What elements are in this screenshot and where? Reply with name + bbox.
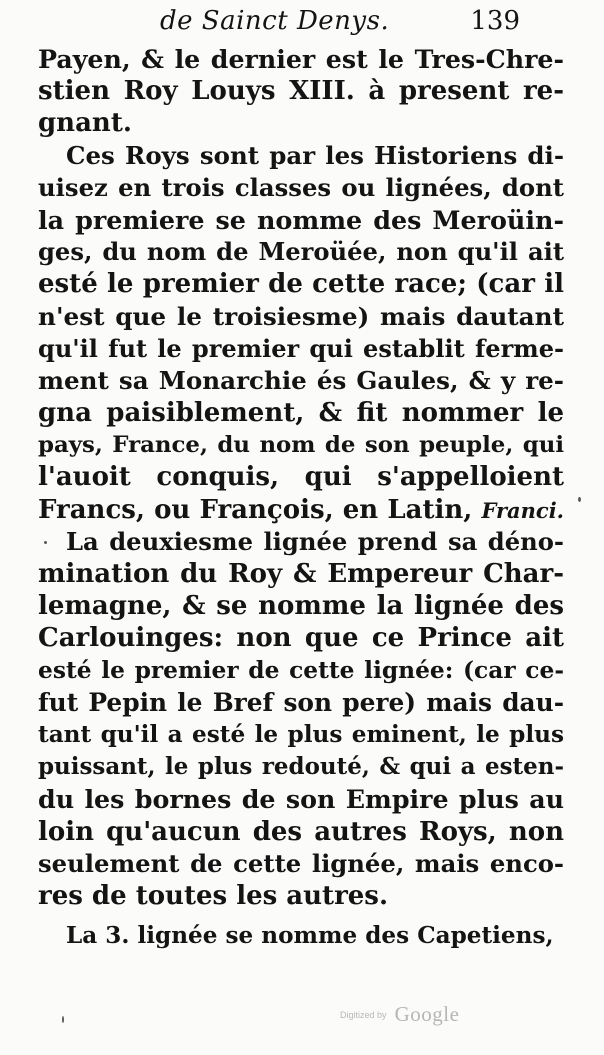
text-line: La 3. lignée se nomme des Capetiens, bbox=[66, 922, 554, 950]
google-logo: Google bbox=[394, 1002, 460, 1026]
text-line: loin qu'aucun des autres Roys, non bbox=[38, 816, 564, 847]
text-line: fut Pepin le Bref son pere) mais dau- bbox=[38, 687, 564, 717]
text-line: uisez en trois classes ou lignées, dont bbox=[38, 172, 564, 202]
text-line: ment sa Monarchie és Gaules, & y re- bbox=[38, 365, 564, 395]
text-line: esté le premier de cette race; (car il bbox=[38, 269, 564, 300]
text-line: mination du Roy & Empereur Char- bbox=[38, 559, 564, 589]
text-line: stien Roy Louys XIII. à present re- bbox=[38, 76, 564, 107]
text-line: Carlouinges: non que ce Prince ait bbox=[38, 623, 564, 654]
body-text bbox=[38, 43, 564, 952]
text-line: pays, France, du nom de son peuple, qui bbox=[38, 432, 564, 459]
text-line: l'auoit conquis, qui s'appelloient bbox=[38, 462, 564, 493]
text-line-with-latin bbox=[38, 494, 564, 526]
text-line: tant qu'il a esté le plus eminent, le plus bbox=[38, 720, 564, 748]
text-line-content: Francs, ou François, en Latin, bbox=[38, 494, 473, 525]
running-title: de Sainct Denys. bbox=[160, 6, 390, 36]
watermark-prefix: Digitized by bbox=[340, 1009, 387, 1020]
text-line: du les bornes de son Empire plus au bbox=[38, 784, 564, 815]
text-line: gna paisiblement, & fit nommer le bbox=[38, 398, 564, 429]
text-line: Payen, & le dernier est le Tres-Chre- bbox=[38, 44, 564, 74]
ink-speck bbox=[62, 1016, 64, 1023]
text-line: n'est que le troisiesme) mais dautant bbox=[38, 301, 564, 331]
latin-word: Franci. bbox=[481, 497, 564, 523]
text-line: qu'il fut le premier qui establit ferme- bbox=[38, 333, 564, 363]
ink-speck bbox=[44, 541, 47, 544]
text-line: Ces Roys sont par les Historiens di- bbox=[66, 140, 564, 170]
text-line: esté le premier de cette lignée: (car ce- bbox=[38, 656, 564, 684]
text-line: la premiere se nomme des Meroüin- bbox=[38, 204, 564, 235]
text-line: ges, du nom de Meroüée, non qu'il ait bbox=[38, 237, 564, 267]
running-head bbox=[160, 6, 520, 40]
text-line: La deuxiesme lignée prend sa déno- bbox=[66, 526, 564, 556]
text-line: res de toutes les autres. bbox=[38, 880, 388, 911]
page-number: 139 bbox=[470, 6, 520, 36]
text-line: lemagne, & se nomme la lignée des bbox=[38, 591, 564, 622]
ink-speck bbox=[578, 497, 581, 502]
text-line: puissant, le plus redouté, & qui a esten- bbox=[38, 753, 564, 781]
text-line: seulement de cette lignée, mais enco- bbox=[38, 848, 564, 878]
digitized-watermark bbox=[340, 1002, 459, 1028]
text-line: gnant. bbox=[38, 108, 132, 139]
